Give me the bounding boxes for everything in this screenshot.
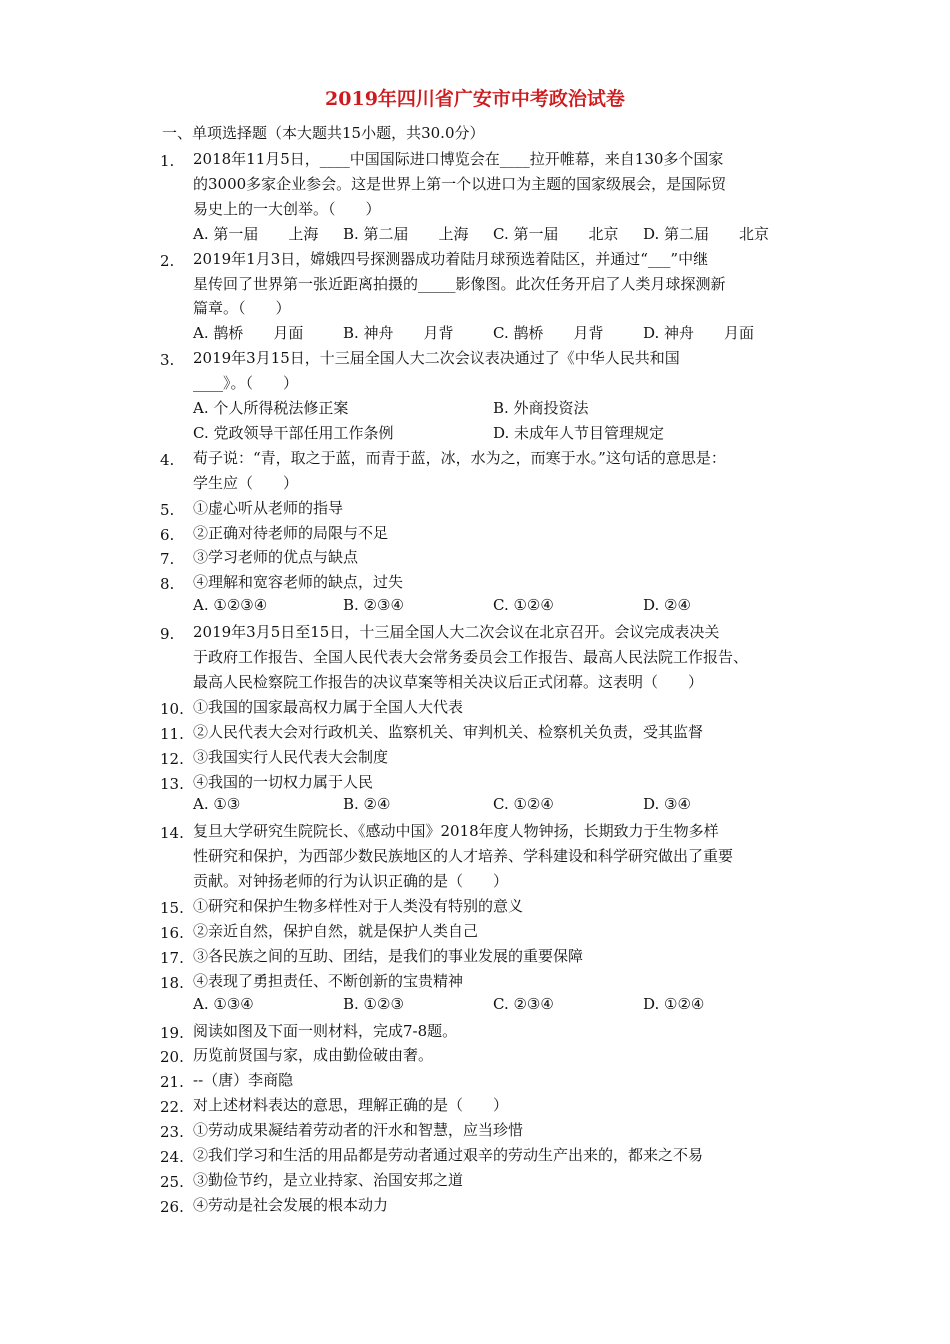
question-number: 1. [160, 152, 175, 170]
answer-option: B. 外商投资法 [493, 399, 589, 417]
question-number: 12. [160, 749, 184, 768]
answer-option: C. ①②④ [493, 795, 554, 814]
question-number: 7. [160, 550, 175, 569]
question-number: 20. [160, 1048, 184, 1067]
question-number: 2. [160, 251, 175, 270]
answer-option: D. ②④ [643, 596, 691, 615]
question-text: 阅读如图及下面一则材料，完成7-8题。 [193, 1021, 458, 1040]
question-text: 易史上的一大创举。（ ） [193, 199, 381, 218]
answer-option: B. ②③④ [343, 596, 404, 615]
answer-option: C. 党政领导干部任用工作条例 [193, 423, 394, 442]
question-number: 18. [160, 973, 184, 992]
question-text: ②人民代表大会对行政机关、监察机关、审判机关、检察机关负责，受其监督 [193, 722, 704, 741]
answer-option: C. ②③④ [493, 994, 554, 1013]
answer-option: D. 神舟 月面 [643, 324, 755, 343]
question-text: ①虚心听从老师的指导 [193, 498, 344, 517]
answer-option: C. 鹊桥 月背 [493, 324, 604, 343]
question-number: 16. [160, 923, 184, 942]
answer-option: B. 神舟 月背 [343, 324, 454, 343]
answer-option: C. ①②④ [493, 596, 554, 615]
question-number: 15. [160, 899, 184, 917]
question-text: 于政府工作报告、全国人民代表大会常务委员会工作报告、最高人民法院工作报告、 [193, 648, 749, 666]
question-text: ①研究和保护生物多样性对于人类没有特别的意义 [193, 897, 524, 915]
question-text: ④劳动是社会发展的根本动力 [193, 1195, 389, 1214]
question-number: 8. [160, 575, 175, 594]
answer-option: A. 个人所得税法修正案 [193, 399, 349, 417]
answer-option: A. 鹊桥 月面 [193, 324, 304, 343]
question-number: 4. [160, 450, 175, 469]
answer-option: D. 未成年人节目管理规定 [493, 423, 665, 442]
question-text: 2018年11月5日，____中国国际进口博览会在____拉开帷幕，来自130多个国家 [193, 150, 724, 168]
answer-option: A. 第一届 上海 [193, 224, 319, 243]
question-number: 23. [160, 1123, 184, 1142]
question-text: 荀子说：“青，取之于蓝，而青于蓝，冰，水为之，而寒于水。”这句话的意思是： [193, 448, 726, 467]
answer-option: B. 第二届 上海 [343, 224, 469, 243]
question-text: ②正确对待老师的局限与不足 [193, 523, 389, 542]
question-number: 9. [160, 625, 175, 644]
question-number: 13. [160, 774, 184, 793]
question-text: 2019年3月15日，十三届全国人大二次会议表决通过了《中华人民共和国 [193, 349, 680, 368]
question-number: 25. [160, 1172, 184, 1191]
question-number: 22. [160, 1098, 184, 1117]
question-text: ①劳动成果凝结着劳动者的汗水和智慧，应当珍惜 [193, 1121, 524, 1140]
question-text: 对上述材料表达的意思，理解正确的是（ ） [193, 1096, 509, 1115]
answer-option: D. ③④ [643, 795, 691, 814]
question-text: ③我国实行人民代表大会制度 [193, 747, 389, 766]
question-text: 学生应（ ） [193, 473, 299, 492]
question-text: ④理解和宽容老师的缺点，过失 [193, 573, 404, 592]
question-number: 6. [160, 525, 175, 544]
question-text: 历览前贤国与家，成由勤俭破由奢。 [193, 1046, 434, 1065]
question-text: ②我们学习和生活的用品都是劳动者通过艰辛的劳动生产出来的，都来之不易 [193, 1146, 704, 1164]
question-number: 17. [160, 948, 184, 967]
question-text: ②亲近自然，保护自然，就是保护人类自己 [193, 921, 479, 940]
question-number: 26. [160, 1197, 184, 1216]
question-text: 星传回了世界第一张近距离拍摄的_____影像图。此次任务开启了人类月球探测新 [193, 274, 726, 293]
question-number: 24. [160, 1148, 184, 1166]
section-heading: 一、单项选择题（本大题共15小题，共30.0分） [162, 124, 485, 142]
answer-option: C. 第一届 北京 [493, 224, 619, 243]
answer-option: A. ①③④ [193, 994, 254, 1013]
answer-option: A. ①②③④ [193, 596, 268, 615]
question-number: 14. [160, 824, 184, 843]
question-text: 2019年3月5日至15日，十三届全国人大二次会议在北京召开。会议完成表决关 [193, 623, 720, 642]
question-text: ④表现了勇担责任、不断创新的宝贵精神 [193, 971, 464, 990]
question-text: 篇章。（ ） [193, 299, 291, 318]
question-text: 贡献。对钟扬老师的行为认识正确的是（ ） [193, 872, 509, 891]
page-title: 2019年四川省广安市中考政治试卷 [325, 88, 625, 110]
answer-option: B. ②④ [343, 795, 391, 814]
question-text: ③勤俭节约，是立业持家、治国安邦之道 [193, 1170, 464, 1189]
question-text: 复旦大学研究生院院长、《感动中国》2018年度人物钟扬，长期致力于生物多样 [193, 822, 719, 841]
answer-option: B. ①②③ [343, 994, 404, 1013]
question-number: 10. [160, 699, 184, 718]
answer-option: D. ①②④ [643, 994, 705, 1013]
question-number: 21. [160, 1073, 184, 1092]
question-text: ③学习老师的优点与缺点 [193, 548, 359, 567]
question-number: 19. [160, 1023, 184, 1042]
answer-option: A. ①③ [193, 795, 241, 814]
question-text: 最高人民检察院工作报告的决议草案等相关决议后正式闭幕。这表明（ ） [193, 672, 704, 691]
answer-option: D. 第二届 北京 [643, 224, 770, 243]
question-text: --（唐）李商隐 [193, 1071, 294, 1090]
question-number: 5. [160, 500, 175, 519]
question-text: 的3000多家企业参会。这是世界上第一个以进口为主题的国家级展会，是国际贸 [193, 174, 727, 193]
question-text: ①我国的国家最高权力属于全国人大代表 [193, 697, 464, 716]
question-text: 性研究和保护，为西部少数民族地区的人才培养、学科建设和科学研究做出了重要 [193, 847, 734, 866]
question-text: ④我国的一切权力属于人民 [193, 772, 374, 791]
question-number: 11. [160, 724, 184, 743]
question-text: ③各民族之间的互助、团结，是我们的事业发展的重要保障 [193, 946, 584, 965]
question-text: ____》。（ ） [193, 374, 299, 393]
question-text: 2019年1月3日，嫦娥四号探测器成功着陆月球预选着陆区，并通过“___”中继 [193, 249, 709, 268]
question-number: 3. [160, 351, 175, 370]
